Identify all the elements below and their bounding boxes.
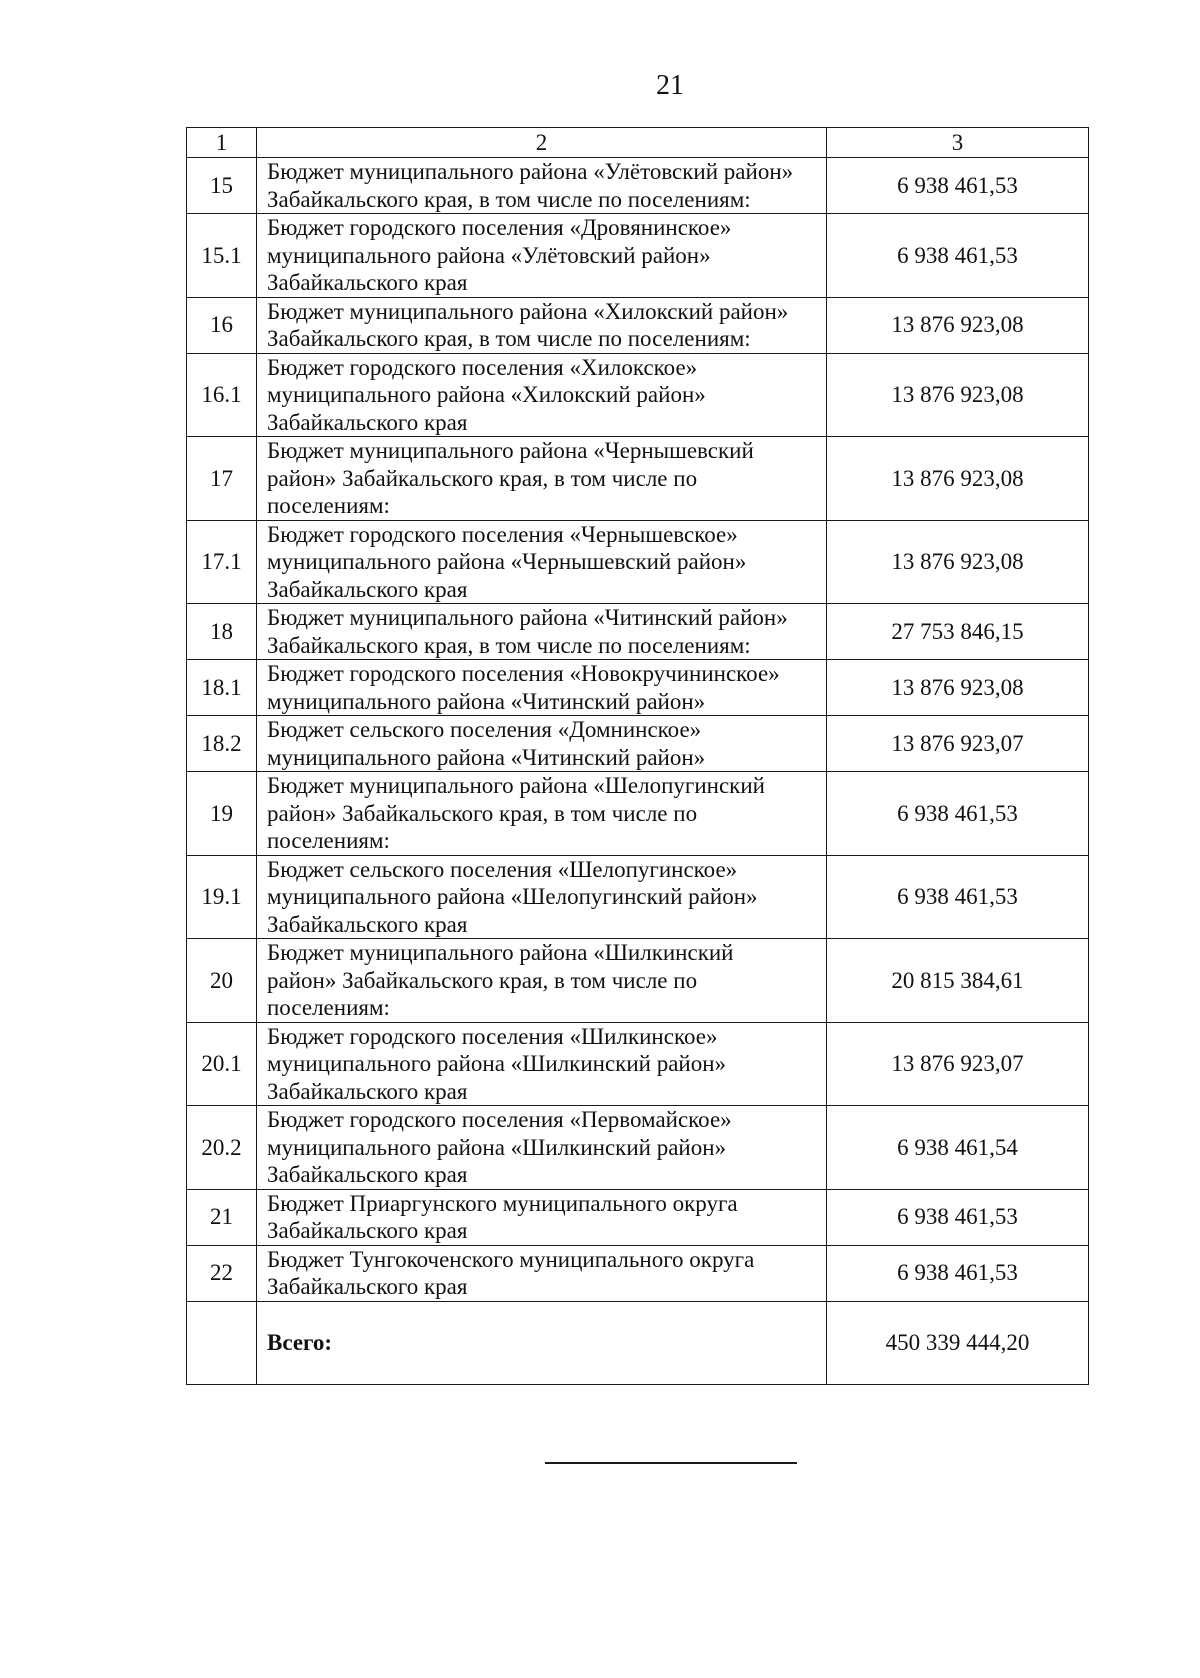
description-line: район» Забайкальского края, в том числе по (267, 465, 698, 491)
table-row (187, 1106, 1089, 1190)
description-line: Забайкальского края (267, 270, 468, 295)
description-line: Забайкальского края, в том числе по поселениям: (267, 326, 751, 351)
description-line: Бюджет городского поселения «Чернышевское» (267, 521, 738, 547)
description-line: Забайкальского края (267, 911, 468, 937)
row-amount: 20 815 384,61 (827, 939, 1089, 1023)
row-amount: 6 938 461,53 (827, 158, 1089, 214)
row-amount: 6 938 461,54 (827, 1106, 1089, 1190)
row-number: 20 (187, 939, 257, 1023)
row-number: 19 (187, 772, 257, 856)
row-description (257, 1106, 827, 1190)
row-number: 18.2 (187, 716, 257, 772)
row-amount: 13 876 923,07 (827, 1022, 1089, 1106)
row-number: 17.1 (187, 520, 257, 604)
description-line: Бюджет муниципального района «Шелопугинский (267, 773, 765, 798)
row-amount: 13 876 923,07 (827, 716, 1089, 772)
total-number (187, 1301, 257, 1384)
description-line: Бюджет городского поселения «Новокручининское» (267, 661, 780, 686)
total-label: Всего: (257, 1301, 827, 1384)
row-amount: 6 938 461,53 (827, 772, 1089, 856)
description-line: Бюджет муниципального района «Читинский район» (267, 605, 788, 630)
row-description (257, 437, 827, 521)
description-line: Бюджет городского поселения «Дровянинское» (267, 215, 732, 240)
table-row (187, 855, 1089, 939)
column-header-description: 2 (257, 128, 827, 158)
end-of-table-rule (545, 1462, 797, 1464)
row-description (257, 1189, 827, 1245)
row-amount: 13 876 923,08 (827, 660, 1089, 716)
description-line: Забайкальского края (267, 576, 468, 602)
row-description (257, 772, 827, 856)
description-line: поселениям: (267, 995, 390, 1020)
description-line: Бюджет сельского поселения «Домнинское» (267, 717, 702, 742)
description-line: Бюджет Приаргунского муниципального округа (267, 1190, 738, 1216)
description-line: Бюджет Тунгокоченского муниципального округа (267, 1246, 755, 1272)
table-row (187, 520, 1089, 604)
description-line: Забайкальского края (267, 1274, 468, 1299)
description-line: муниципального района «Шелопугинский район» (267, 884, 758, 909)
description-line: Бюджет городского поселения «Шилкинское» (267, 1023, 718, 1049)
description-line: муниципального района «Хилокский район» (267, 382, 706, 407)
row-description (257, 939, 827, 1023)
description-line: муниципального района «Шилкинский район» (267, 1134, 727, 1160)
row-number: 20.2 (187, 1106, 257, 1190)
row-number: 18.1 (187, 660, 257, 716)
table-row (187, 214, 1089, 298)
row-amount: 6 938 461,53 (827, 1245, 1089, 1301)
description-line: Бюджет муниципального района «Чернышевский (267, 438, 754, 463)
row-description (257, 1245, 827, 1301)
row-description (257, 214, 827, 298)
description-line: Забайкальского края (267, 409, 468, 435)
row-description (257, 158, 827, 214)
description-line: район» Забайкальского края, в том числе по (267, 967, 698, 993)
description-line: Забайкальского края (267, 1218, 468, 1243)
table-row (187, 158, 1089, 214)
table-row (187, 1022, 1089, 1106)
total-row (187, 1301, 1089, 1384)
table-row (187, 604, 1089, 660)
budget-allocation-table (186, 127, 1089, 1385)
total-amount: 450 339 444,20 (827, 1301, 1089, 1384)
row-amount: 13 876 923,08 (827, 353, 1089, 437)
description-line: поселениям: (267, 828, 390, 853)
row-number: 16 (187, 297, 257, 353)
table-header-row (187, 128, 1089, 158)
row-amount: 13 876 923,08 (827, 297, 1089, 353)
row-number: 19.1 (187, 855, 257, 939)
row-description (257, 1022, 827, 1106)
column-header-amount: 3 (827, 128, 1089, 158)
row-description (257, 660, 827, 716)
description-line: Бюджет муниципального района «Шилкинский (267, 940, 734, 965)
table-row (187, 939, 1089, 1023)
row-description (257, 716, 827, 772)
row-amount: 13 876 923,08 (827, 520, 1089, 604)
row-number: 22 (187, 1245, 257, 1301)
row-description (257, 297, 827, 353)
row-amount: 6 938 461,53 (827, 214, 1089, 298)
page-number: 21 (656, 70, 684, 101)
table-row (187, 353, 1089, 437)
description-line: муниципального района «Чернышевский район» (267, 549, 747, 574)
column-header-number: 1 (187, 128, 257, 158)
description-line: муниципального района «Шилкинский район» (267, 1051, 727, 1076)
table-row (187, 772, 1089, 856)
row-amount: 27 753 846,15 (827, 604, 1089, 660)
description-line: поселениям: (267, 493, 390, 518)
description-line: муниципального района «Читинский район» (267, 744, 706, 770)
row-amount: 6 938 461,53 (827, 855, 1089, 939)
table-row (187, 1245, 1089, 1301)
description-line: Забайкальского края (267, 1078, 468, 1104)
row-description (257, 520, 827, 604)
description-line: район» Забайкальского края, в том числе по (267, 800, 698, 826)
row-description (257, 353, 827, 437)
description-line: Бюджет городского поселения «Хилокское» (267, 354, 698, 380)
table-row (187, 660, 1089, 716)
description-line: Забайкальского края (267, 1162, 468, 1187)
row-number: 15 (187, 158, 257, 214)
row-amount: 13 876 923,08 (827, 437, 1089, 521)
description-line: Бюджет сельского поселения «Шелопугинское» (267, 856, 738, 882)
row-number: 16.1 (187, 353, 257, 437)
table-row (187, 297, 1089, 353)
table-body (187, 128, 1089, 1385)
description-line: Забайкальского края, в том числе по поселениям: (267, 632, 751, 658)
row-number: 18 (187, 604, 257, 660)
table-row (187, 716, 1089, 772)
row-description (257, 855, 827, 939)
description-line: Бюджет муниципального района «Хилокский район» (267, 298, 789, 324)
description-line: муниципального района «Читинский район» (267, 688, 706, 714)
row-number: 15.1 (187, 214, 257, 298)
description-line: Бюджет городского поселения «Первомайское» (267, 1107, 732, 1132)
row-amount: 6 938 461,53 (827, 1189, 1089, 1245)
row-number: 21 (187, 1189, 257, 1245)
table-row (187, 437, 1089, 521)
description-line: муниципального района «Улётовский район» (267, 242, 711, 268)
row-number: 17 (187, 437, 257, 521)
row-number: 20.1 (187, 1022, 257, 1106)
row-description (257, 604, 827, 660)
table-row (187, 1189, 1089, 1245)
description-line: Забайкальского края, в том числе по поселениям: (267, 186, 751, 212)
description-line: Бюджет муниципального района «Улётовский район» (267, 159, 794, 184)
